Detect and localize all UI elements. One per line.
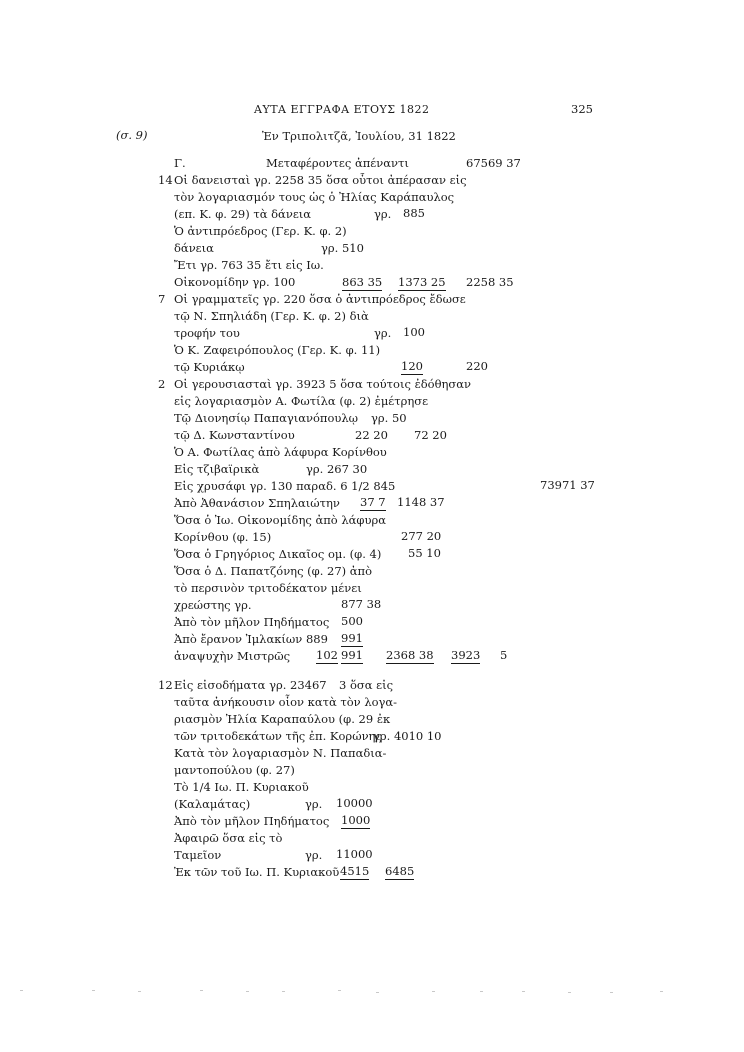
scan-dot — [432, 991, 435, 992]
text-line: τῷ Δ. Κωνσταντίνου — [174, 428, 295, 442]
text-line: 3 ὅσα εἰς — [339, 678, 394, 692]
text-line: Ὁ ἀντιπρόεδρος (Γερ. Κ. φ. 2) — [174, 224, 347, 238]
text-line: Οἰκονομίδην γρ. 100 — [174, 275, 296, 289]
text-line: τὸν λογαριασμόν τους ὡς ὁ Ἠλίας Καράπαυλος — [174, 190, 455, 204]
scan-dot — [522, 991, 525, 992]
amount: 6485 — [385, 864, 415, 878]
text-line: Ὅσα ὁ Ἰω. Οἰκονομίδης ἀπὸ λάφυρα — [174, 513, 386, 527]
text-line: τῷ Κυριάκῳ — [174, 360, 245, 374]
running-title: ΑΥΤΑ ΕΓΓΡΑΦΑ ΕΤΟΥΣ 1822 — [254, 103, 430, 116]
amount: 22 20 — [355, 428, 388, 442]
amount: 1000 — [341, 813, 371, 827]
amount: 73971 37 — [540, 478, 595, 492]
text-line: Οἱ γραμματεῖς γρ. 220 ὅσα ὁ ἀντιπρόεδρος ἔδωσε — [174, 292, 466, 306]
amount: γρ. 267 30 — [306, 462, 368, 476]
amount: 500 — [341, 614, 363, 628]
text-line: γρ. — [374, 326, 392, 340]
entry-number: 12 — [158, 678, 173, 692]
scan-dot — [200, 990, 203, 991]
amount: 991 — [341, 631, 363, 645]
scan-dot — [568, 992, 571, 993]
text-line: Ταμεῖον — [174, 848, 222, 862]
amount: 37 7 — [360, 495, 386, 509]
amount: 120 — [401, 359, 423, 373]
text-line: Τὸ 1/4 Ιω. Π. Κυριακοῦ — [174, 780, 309, 794]
amount: 5 — [500, 648, 508, 662]
text-line: γρ. — [305, 848, 323, 862]
page-number: 325 — [571, 102, 593, 116]
text-line: Ὅσα ὁ Γρηγόριος Δικαῖος ομ. (φ. 4) — [174, 547, 382, 561]
scan-dot — [138, 991, 141, 992]
entry-number: 2 — [158, 377, 166, 391]
amount: 885 — [403, 206, 425, 220]
text-line: τὸ περσινὸν τριτοδέκατον μένει — [174, 581, 362, 595]
amount: 1148 37 — [397, 495, 445, 509]
entry-number: 7 — [158, 292, 166, 306]
amount: 102 — [316, 648, 338, 662]
text-line: χρεώστης γρ. — [174, 598, 252, 612]
scan-noise-dots — [20, 990, 710, 994]
scan-dot — [338, 990, 341, 991]
amount: 877 38 — [341, 597, 382, 611]
text-line: (Καλαμάτας) — [174, 797, 251, 811]
text-line: γρ. — [374, 207, 392, 221]
text-line: Ὅσα ὁ Δ. Παπατζόνης (φ. 27) ἀπὸ — [174, 564, 373, 578]
amount: 1373 25 — [398, 275, 446, 289]
amount: 3923 — [451, 648, 481, 662]
text-line: εἰς λογαριασμὸν Α. Φωτίλα (φ. 2) ἐμέτρησε — [174, 394, 429, 408]
text-line: Ὁ Α. Φωτίλας ἀπὸ λάφυρα Κορίνθου — [174, 445, 387, 459]
amount: 2368 38 — [386, 648, 434, 662]
dateline: Ἐν Τριπολιτζᾶ, Ἰουλίου, 31 1822 — [262, 129, 456, 143]
text-line: ταῦτα ἀνήκουσιν οἷον κατὰ τὸν λογα- — [174, 695, 398, 709]
text-line: Οἱ δανεισταὶ γρ. 2258 35 ὅσα οὗτοι ἀπέρασαν εἰς — [174, 173, 467, 187]
entry-number: 14 — [158, 173, 173, 187]
amount: 2258 35 — [466, 275, 514, 289]
amount: γρ. 4010 10 — [373, 729, 442, 743]
text-line: Ἐκ τῶν τοῦ Ιω. Π. Κυριακοῦ — [174, 865, 340, 879]
text-line: ριασμὸν Ἠλία Καραπαύλου (φ. 29 ἐκ — [174, 712, 391, 726]
amount: 277 20 — [401, 529, 442, 543]
text-line: δάνεια — [174, 241, 214, 255]
scan-dot — [20, 990, 23, 991]
amount: 11000 — [336, 847, 373, 861]
text-line: τροφήν του — [174, 326, 240, 340]
text-line: τῷ Ν. Σπηλιάδη (Γερ. Κ. φ. 2) διὰ — [174, 309, 369, 323]
scan-dot — [282, 991, 285, 992]
amount: 100 — [403, 325, 425, 339]
amount: 4515 — [340, 864, 370, 878]
text-line: Εἰς εἰσοδήματα γρ. 23467 — [174, 678, 327, 692]
text-line: Ἀπὸ Ἀθανάσιον Σπηλαιώτην — [174, 496, 340, 510]
text-line: Μεταφέροντες ἀπέναντι — [266, 156, 409, 170]
amount: 220 — [466, 359, 488, 373]
text-line: ἀναψυχὴν Μιστρῶς — [174, 649, 291, 663]
amount: 67569 37 — [466, 156, 521, 170]
text-line: (επ. Κ. φ. 29) τὰ δάνεια — [174, 207, 312, 221]
scan-dot — [660, 991, 663, 992]
amount: γρ. 50 — [371, 411, 407, 425]
text-line: Τῷ Διονησίῳ Παπαγιανόπουλῳ — [174, 411, 359, 425]
text-line: μαντοπούλου (φ. 27) — [174, 763, 295, 777]
text-line: Κορίνθου (φ. 15) — [174, 530, 272, 544]
amount: 991 — [341, 648, 363, 662]
text-line: Ἀπὸ τὸν μῆλον Πηδήματος — [174, 615, 330, 629]
amount: 10000 — [336, 796, 373, 810]
amount: γρ. 510 — [321, 241, 364, 255]
text-line: τῶν τριτοδεκάτων τῆς ἐπ. Κορώνης — [174, 729, 382, 743]
text-line: Ἀπὸ τὸν μῆλον Πηδήματος — [174, 814, 330, 828]
text-line: Ἀφαιρῶ ὅσα εἰς τὸ — [174, 831, 283, 845]
scan-dot — [610, 992, 613, 993]
scan-dot — [246, 991, 249, 992]
text-line: Εἰς τζιβαϊρικὰ — [174, 462, 260, 476]
amount: 72 20 — [414, 428, 447, 442]
text-line: Ὁ Κ. Ζαφειρόπουλος (Γερ. Κ. φ. 11) — [174, 343, 381, 357]
text-line: Ἔτι γρ. 763 35 ἔτι εἰς Ιω. — [174, 258, 324, 272]
margin-reference: (σ. 9) — [116, 128, 148, 142]
text-line: Ἀπὸ ἔρανον Ἰμλακίων 889 — [174, 632, 328, 646]
line-label: Γ. — [174, 156, 186, 170]
text-line: γρ. — [305, 797, 323, 811]
text-line: Οἱ γερουσιασταὶ γρ. 3923 5 ὅσα τούτοις ἐδόθησαν — [174, 377, 472, 391]
amount: 55 10 — [408, 546, 441, 560]
text-line: Εἰς χρυσάφι γρ. 130 παραδ. 6 1/2 845 — [174, 479, 396, 493]
text-line: Κατὰ τὸν λογαριασμὸν Ν. Παπαδια- — [174, 746, 387, 760]
amount: 863 35 — [342, 275, 383, 289]
scan-dot — [92, 990, 95, 991]
scan-dot — [480, 991, 483, 992]
scan-dot — [376, 992, 379, 993]
